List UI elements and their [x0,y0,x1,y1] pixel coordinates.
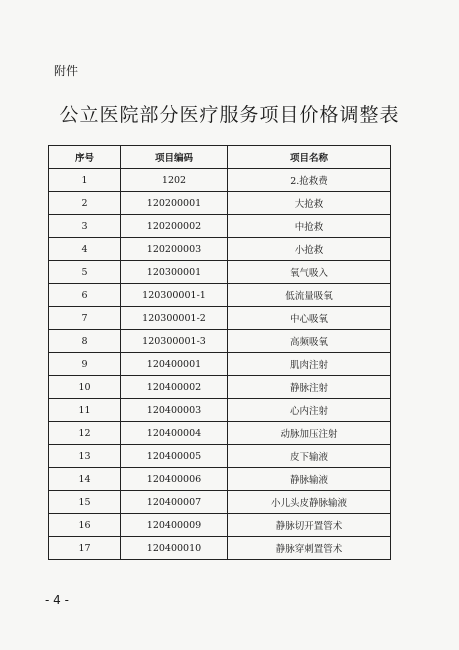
page-number: - 4 - [45,593,69,607]
row-seq: 12 [49,422,121,445]
row-name: 大抢救 [228,192,391,215]
row-name: 肌肉注射 [228,353,391,376]
header-name: 项目名称 [228,146,391,169]
table-row [49,261,391,284]
row-seq: 5 [49,261,121,284]
table-row [49,422,391,445]
table-row [49,192,391,215]
row-name: 皮下输液 [228,445,391,468]
row-seq: 10 [49,376,121,399]
row-name: 2.抢救费 [228,169,391,192]
row-name: 高频吸氧 [228,330,391,353]
row-name: 中心吸氧 [228,307,391,330]
table-row [49,307,391,330]
row-seq: 9 [49,353,121,376]
row-name: 静脉注射 [228,376,391,399]
row-code: 120200002 [121,215,228,238]
row-seq: 17 [49,537,121,560]
attachment-label: 附件 [54,64,79,78]
row-name: 中抢救 [228,215,391,238]
row-name: 低流量吸氧 [228,284,391,307]
row-code: 120400006 [121,468,228,491]
row-name: 小抢救 [228,238,391,261]
row-code: 120400002 [121,376,228,399]
row-seq: 2 [49,192,121,215]
row-code: 120400010 [121,537,228,560]
row-code: 120400009 [121,514,228,537]
row-name: 动脉加压注射 [228,422,391,445]
table-header-row [49,146,391,169]
row-name: 小儿头皮静脉输液 [228,491,391,514]
table-row [49,169,391,192]
row-seq: 3 [49,215,121,238]
row-code: 120200003 [121,238,228,261]
row-seq: 6 [49,284,121,307]
header-seq: 序号 [49,146,121,169]
row-code: 1202 [121,169,228,192]
row-seq: 14 [49,468,121,491]
header-code: 项目编码 [121,146,228,169]
price-adjustment-table [48,145,391,560]
table-row [49,537,391,560]
row-seq: 15 [49,491,121,514]
row-code: 120400005 [121,445,228,468]
row-code: 120300001-3 [121,330,228,353]
row-name: 氧气吸入 [228,261,391,284]
row-name: 静脉切开置管术 [228,514,391,537]
table-row [49,468,391,491]
row-name: 静脉穿刺置管术 [228,537,391,560]
row-name: 静脉输液 [228,468,391,491]
table-row [49,491,391,514]
row-code: 120400003 [121,399,228,422]
table-row [49,330,391,353]
table-body [49,169,391,560]
row-code: 120400001 [121,353,228,376]
row-code: 120400004 [121,422,228,445]
table-row [49,215,391,238]
row-seq: 4 [49,238,121,261]
row-seq: 13 [49,445,121,468]
row-code: 120300001 [121,261,228,284]
row-name: 心内注射 [228,399,391,422]
row-code: 120300001-1 [121,284,228,307]
table-row [49,353,391,376]
row-code: 120400007 [121,491,228,514]
row-seq: 1 [49,169,121,192]
table-row [49,376,391,399]
row-seq: 16 [49,514,121,537]
table-row [49,399,391,422]
row-seq: 11 [49,399,121,422]
table-row [49,284,391,307]
table-row [49,514,391,537]
row-seq: 7 [49,307,121,330]
table-row [49,445,391,468]
row-code: 120300001-2 [121,307,228,330]
row-code: 120200001 [121,192,228,215]
table-row [49,238,391,261]
row-seq: 8 [49,330,121,353]
page-title: 公立医院部分医疗服务项目价格调整表 [59,104,400,126]
